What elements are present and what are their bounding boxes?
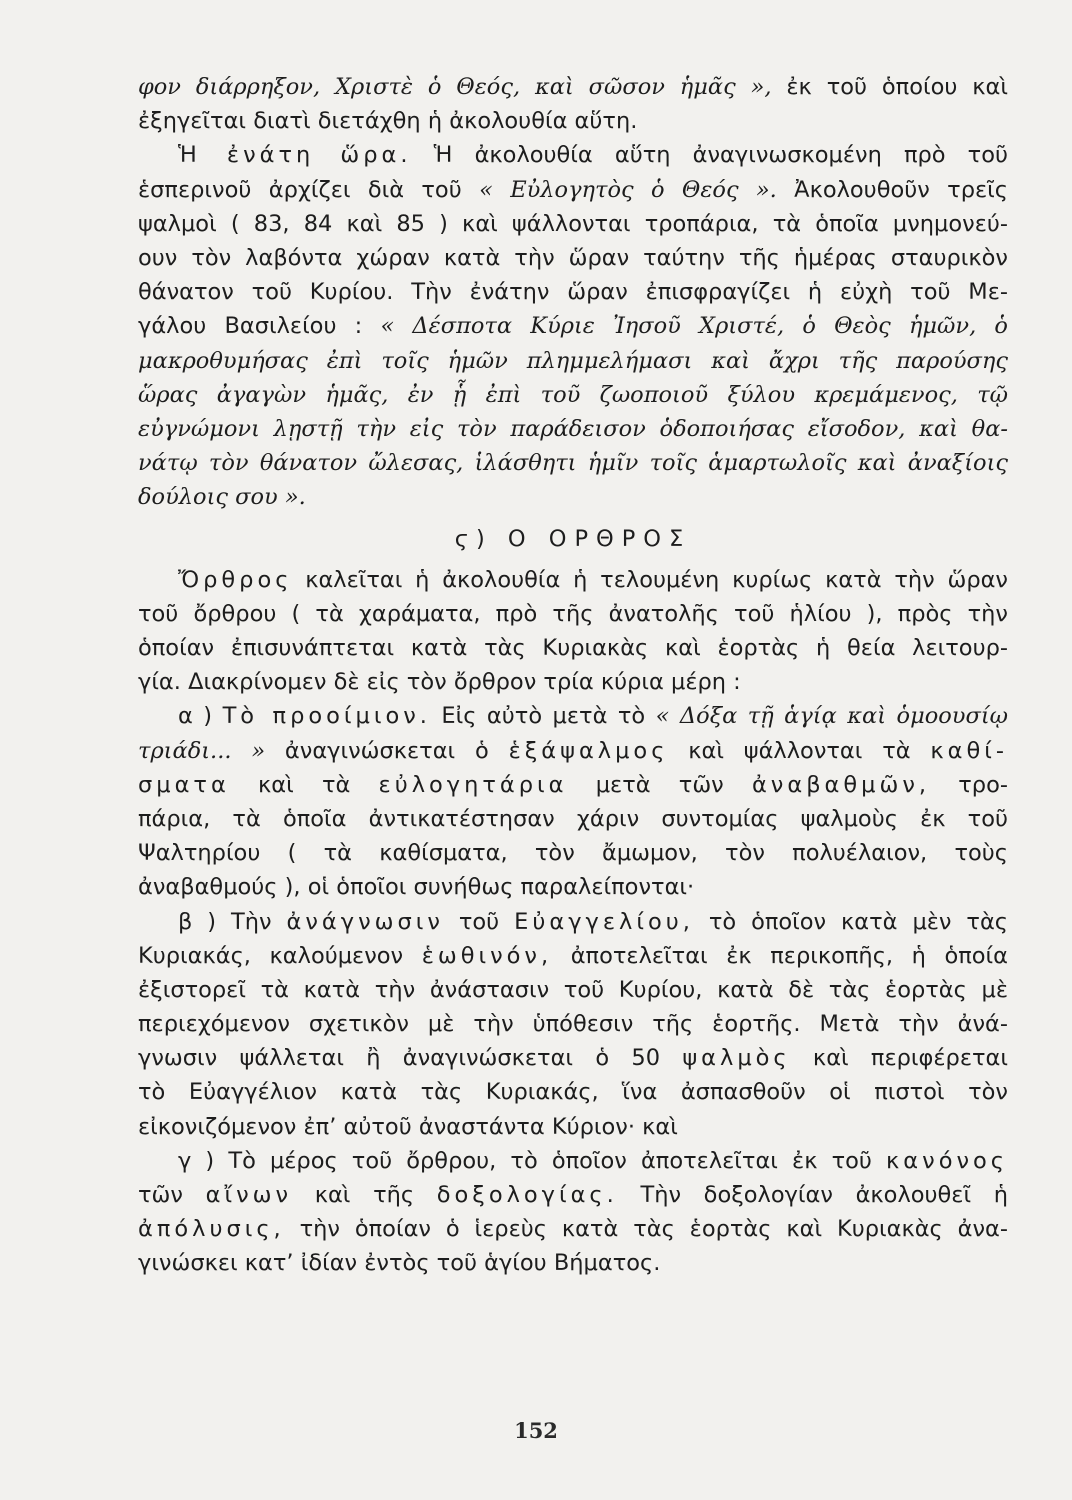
text-line (138, 1212, 1008, 1246)
text-segment: ὁποίαν ἐπισυνάπτεται κατὰ τὰς Κυριακὰς καὶ ἑορτὰς ἡ θεία λειτουρ- (138, 635, 1008, 661)
italic-quote: τριάδι... » (138, 737, 285, 764)
text-segment: καὶ τῆς (292, 1182, 437, 1208)
text-segment: καὶ ψάλλονται τὰ (668, 737, 931, 764)
text-segment: τῶν (138, 1182, 206, 1208)
text-segment: μετὰ τῶν (567, 771, 752, 798)
text-line (138, 802, 1008, 836)
section-heading (138, 522, 1008, 556)
text-segment: γία. Διακρίνομεν δὲ εἰς τὸν ὄρθρον τρία κύρια μέρη : (138, 669, 741, 696)
spaced-term: καθί- (930, 737, 1008, 764)
text-segment: Εἰς αὐτὸ μετὰ τὸ (430, 703, 656, 730)
spaced-term: Τὸ προοίμιον. (222, 703, 431, 730)
italic-quote: εὐγνώμονι λῃστῇ τὴν εἰς τὸν παράδεισον ὁδοποιήσας εἴσοδον, καὶ θα- (138, 415, 1008, 442)
text-segment: τὸ ὁποῖον κατὰ μὲν τὰς (693, 908, 1009, 935)
text-line (138, 412, 1008, 446)
spaced-term: κανόνος (886, 1147, 1008, 1174)
text-line (138, 1110, 1008, 1144)
text-line (138, 138, 1008, 172)
text-line (138, 1041, 1008, 1075)
text-line (138, 768, 1008, 802)
text-line (138, 344, 1008, 378)
spaced-term: ἀνάγνωσιν (286, 908, 444, 935)
spaced-term: ἑωθινόν, (421, 942, 553, 969)
text-segment: καὶ τὰ (229, 771, 379, 798)
text-segment: β ) Τὴν (178, 908, 287, 935)
spaced-term: Ἡ ἐνάτη ὥρα. (178, 142, 412, 169)
text-segment: Ἡ ἀκολουθία αὕτη ἀναγινωσκομένη πρὸ τοῦ (411, 142, 1009, 169)
text-segment: γνωσιν ψάλλεται ἢ ἀναγινώσκεται ὁ 50 (138, 1045, 683, 1072)
text-segment: τοῦ ὄρθρου ( τὰ χαράματα, πρὸ τῆς ἀνατολῆς τοῦ ἡλίου ), πρὸς τὴν (138, 600, 1008, 627)
text-line (138, 70, 1008, 104)
text-segment: ἐκ τοῦ ὁποίου καὶ (786, 74, 1008, 100)
text-segment: θάνατον τοῦ Κυρίου. Τὴν ἐνάτην ὥραν ἐπισφραγίζει ἡ εὐχὴ τοῦ Με- (138, 279, 1008, 306)
italic-quote: νάτῳ τὸν θάνατον ὤλεσας, ἱλάσθητι ἡμῖν τοῖς ἁμαρτωλοῖς καὶ ἀναξίοις (138, 450, 1008, 477)
text-segment: τὸ Εὐαγγέλιον κατὰ τὰς Κυριακάς, ἵνα ἀσπασθοῦν οἱ πιστοὶ τὸν (138, 1079, 1008, 1106)
text-segment: ψαλμοὶ ( 83, 84 καὶ 85 ) καὶ ψάλλονται τροπάρια, τὰ ὁποῖα μνημονεύ- (138, 210, 1008, 237)
italic-quote: μακροθυμήσας ἐπὶ τοῖς ἡμῶν πλημμελήμασι καὶ ἄχρι τῆς παρούσης (138, 347, 1008, 374)
italic-quote: « Δόξα τῇ ἁγίᾳ καὶ ὁμοουσίῳ (655, 703, 1009, 730)
text-line (138, 973, 1008, 1007)
body-text (138, 70, 1008, 1281)
text-line (138, 734, 1008, 768)
spaced-term: ψαλμὸς (682, 1045, 791, 1072)
spaced-term: δοξολογίας. (436, 1182, 618, 1208)
text-line (138, 446, 1008, 480)
text-line (138, 104, 1008, 138)
text-segment: ἐξιστορεῖ τὰ κατὰ τὴν ἀνάστασιν τοῦ Κυρίου, κατὰ δὲ τὰς ἑορτὰς μὲ (138, 976, 1008, 1003)
spaced-term: ἑξάψαλμος (508, 737, 669, 764)
spaced-term: αἴνων (205, 1182, 293, 1208)
text-line (138, 939, 1008, 973)
text-segment: γ ) Τὸ μέρος τοῦ ὄρθρου, τὸ ὁποῖον ἀποτελεῖται ἐκ τοῦ (178, 1147, 887, 1174)
text-segment: γινώσκει κατ’ ἰδίαν ἐντὸς τοῦ ἁγίου Βήματος. (138, 1250, 661, 1277)
spaced-term: Εὐαγγελίου, (514, 908, 694, 935)
italic-quote: δούλοις σου ». (138, 484, 306, 511)
text-segment: ἀποτελεῖται ἐκ περικοπῆς, ἡ ὁποία (552, 942, 1008, 969)
text-line (138, 480, 1008, 514)
text-line (138, 1178, 1008, 1212)
text-segment: Τὴν δοξολογίαν ἀκολουθεῖ ἡ (617, 1182, 1008, 1208)
text-line (138, 631, 1008, 665)
text-segment: Κυριακάς, καλούμενον (138, 942, 422, 969)
text-segment: α ) (178, 703, 223, 730)
text-line (138, 241, 1008, 275)
italic-quote: « Δέσποτα Κύριε Ἰησοῦ Χριστέ, ὁ Θεὸς ἡμῶν, ὁ (380, 313, 1008, 340)
italic-quote: φον διάρρηξον, Χριστὲ ὁ Θεός, καὶ σῶσον ἡμᾶς », (138, 74, 787, 100)
text-segment: ἑσπερινοῦ ἀρχίζει διὰ τοῦ (138, 176, 480, 203)
text-segment: τοῦ (443, 908, 515, 935)
text-segment: ἀναβαθμούς ), οἱ ὁποῖοι συνήθως παραλείπονται· (138, 874, 695, 901)
text-segment: ϛ) Ο ΟΡΘΡΟΣ (454, 526, 692, 553)
text-line (138, 1007, 1008, 1041)
spaced-term: ἀπόλυσις, (138, 1216, 285, 1243)
text-segment: ἐξηγεῖται διατὶ διετάχθη ἡ ἀκολουθία αὕτη. (138, 108, 638, 135)
text-line (138, 597, 1008, 631)
spaced-term: εὐλογητάρια (378, 771, 568, 798)
text-line (138, 699, 1008, 733)
text-line (138, 378, 1008, 412)
text-line (138, 563, 1008, 597)
text-segment: εἰκονιζόμενον ἐπ’ αὐτοῦ ἀναστάντα Κύριον· καὶ (138, 1113, 678, 1140)
text-segment: τρο- (930, 771, 1008, 798)
text-segment: γάλου Βασιλείου : (138, 313, 381, 340)
text-line (138, 207, 1008, 241)
text-segment: ουν τὸν λαβόντα χώραν κατὰ τὴν ὥραν ταύτην τῆς ἡμέρας σταυρικὸν (138, 244, 1008, 271)
text-segment: πάρια, τὰ ὁποῖα ἀντικατέστησαν χάριν συντομίας ψαλμοὺς ἐκ τοῦ (138, 805, 1008, 832)
text-line (138, 1246, 1008, 1280)
text-line (138, 1144, 1008, 1178)
text-segment: Ἀκολουθοῦν τρεῖς (776, 176, 1008, 203)
text-line (138, 836, 1008, 870)
text-segment: περιεχόμενον σχετικὸν μὲ τὴν ὑπόθεσιν τῆς ἑορτῆς. Μετὰ τὴν ἀνά- (138, 1011, 1008, 1038)
text-line (138, 870, 1008, 904)
text-segment: τὴν ὁποίαν ὁ ἱερεὺς κατὰ τὰς ἑορτὰς καὶ Κυριακὰς ἀνα- (284, 1216, 1008, 1243)
spaced-term: ἀναβαθμῶν, (751, 771, 931, 798)
text-segment: Ψαλτηρίου ( τὰ καθίσματα, τὸν ἄμωμον, τὸν πολυέλαιον, τοὺς (138, 840, 1008, 867)
text-line (138, 275, 1008, 309)
italic-quote: ὥρας ἀγαγὼν ἡμᾶς, ἐν ᾗ ἐπὶ τοῦ ζωοποιοῦ ξύλου κρεμάμενος, τῷ (138, 381, 1008, 408)
page-number: 152 (514, 1418, 558, 1443)
text-line (138, 905, 1008, 939)
italic-quote: « Εὐλογητὸς ὁ Θεός ». (479, 176, 777, 203)
text-line (138, 665, 1008, 699)
text-line (138, 1075, 1008, 1109)
text-segment: ἀναγινώσκεται ὁ (284, 737, 509, 764)
spaced-term: σματα (138, 771, 230, 798)
text-line (138, 309, 1008, 343)
text-segment: καὶ περιφέρεται (790, 1045, 1008, 1072)
spaced-term: Ὄρθρος (178, 566, 293, 593)
text-segment: καλεῖται ἡ ἀκολουθία ἡ τελουμένη κυρίως κατὰ τὴν ὥραν (292, 566, 1008, 593)
text-line (138, 173, 1008, 207)
